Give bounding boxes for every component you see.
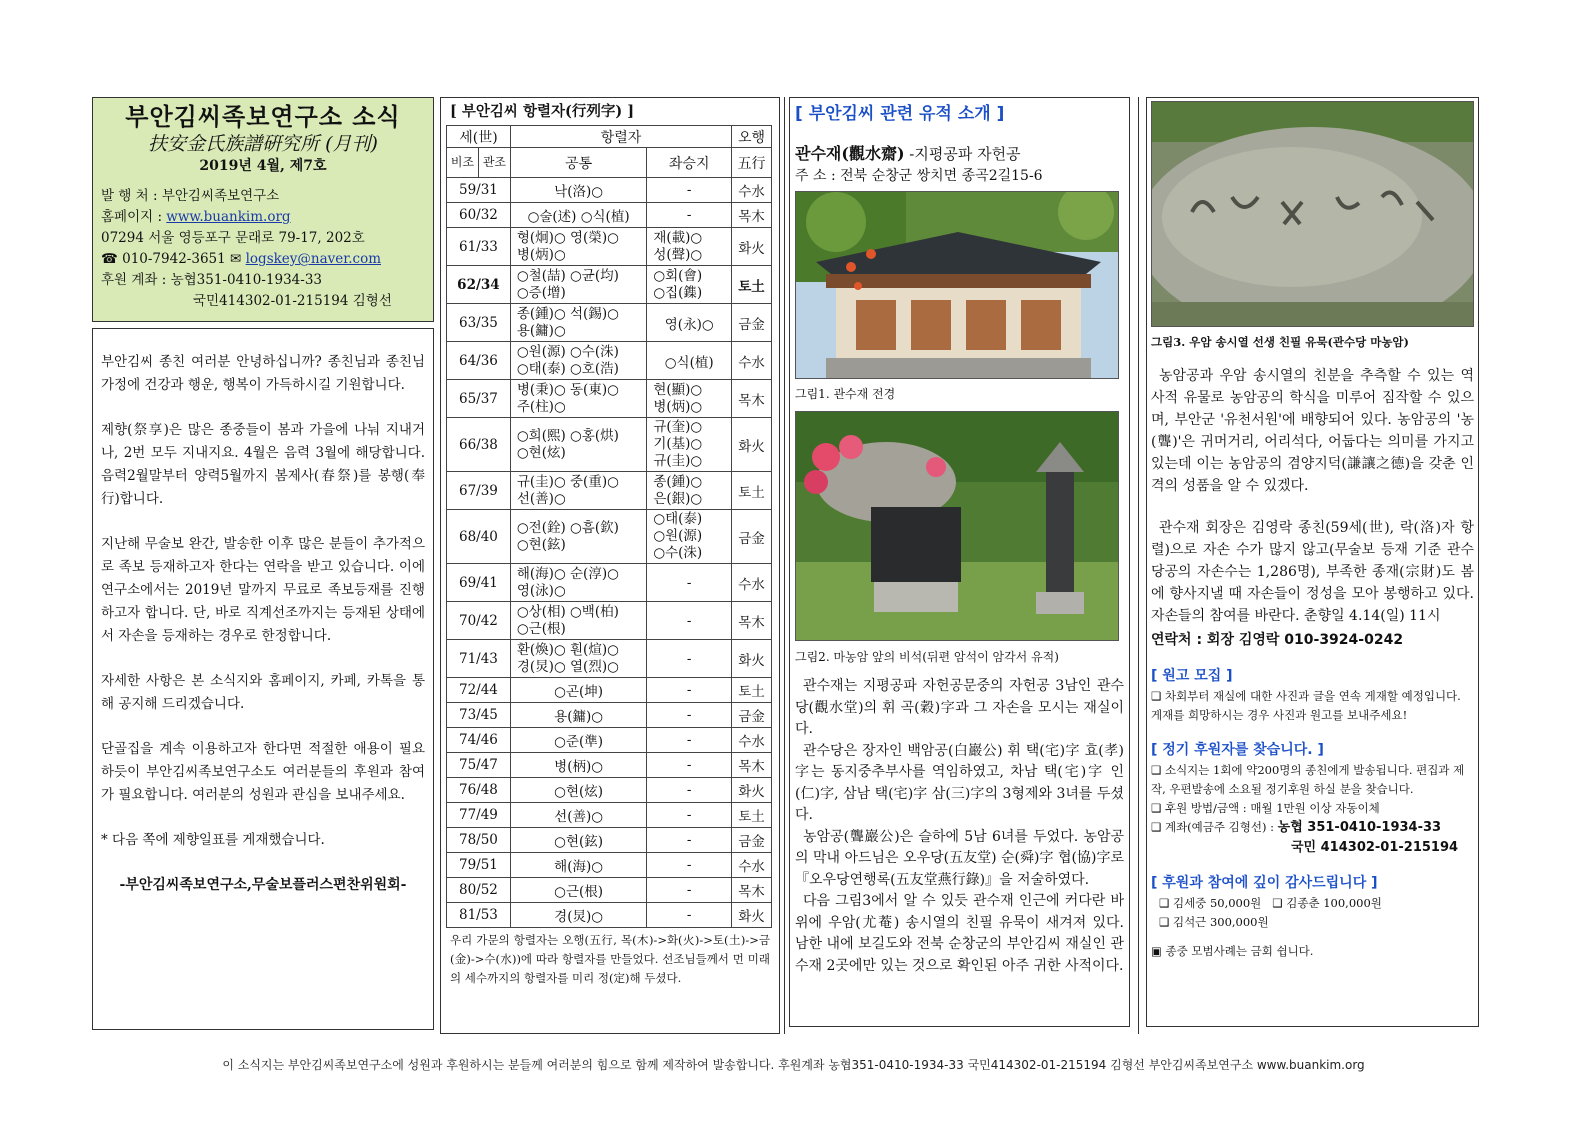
five-element: 수水 <box>732 853 772 878</box>
common-character: ○원(源) ○수(洙) ○태(泰) ○호(浩) <box>510 342 646 380</box>
heritage-paragraph: 관수당은 장자인 백암공(白巖公) 휘 택(宅)字 효(孝)字는 동지중추부사를 역임하였고, 차남 택(宅)字 인(仁)字, 삼남 택(宅)字 삼(三)字의 3형제와 3녀를 두셨다. <box>795 742 1124 823</box>
letter-paragraph: * 다음 쪽에 제향일표를 게재했습니다. <box>101 832 325 848</box>
thanks-title: [ 후원과 참여에 깊이 감사드립니다 ] <box>1151 875 1378 891</box>
jwaseungji-character: - <box>647 703 732 728</box>
common-character: ○현(鉉) <box>510 828 646 853</box>
generation-row <box>447 803 772 828</box>
donor-row <box>1151 894 1474 913</box>
common-character: ○전(銓) ○흠(欽) ○현(鉉) <box>510 510 646 564</box>
common-character: 환(煥)○ 훤(煊)○ 경(炅)○ 열(烈)○ <box>510 640 646 678</box>
generation-number: 61/33 <box>447 228 511 266</box>
five-element: 화火 <box>732 778 772 803</box>
jwaseungji-character: - <box>647 203 732 228</box>
email-link[interactable]: logskey@naver.com <box>245 251 382 267</box>
account-line: 후원 계좌 : 농협351-0410-1934-33 <box>101 272 323 288</box>
heritage-section <box>789 97 1130 1027</box>
jwaseungji-character: - <box>647 903 732 928</box>
photo-stele <box>795 411 1119 641</box>
jwaseungji-character: ○회(會) ○집(鏶) <box>647 266 732 304</box>
generation-row <box>447 602 772 640</box>
header-hangryeolja: 항렬자 <box>510 126 731 148</box>
common-character: ○근(根) <box>510 878 646 903</box>
caption-2: 그림2. 마농암 앞의 비석(뒤편 암석이 암각서 유적) <box>795 650 1059 664</box>
generation-row <box>447 640 772 678</box>
five-element: 수水 <box>732 178 772 203</box>
generation-section-title: [ 부안김씨 항렬자(行列字) ] <box>450 103 635 120</box>
letter-paragraph: 자세한 사항은 본 소식지와 홈페이지, 카페, 카톡을 통해 공지해 드리겠습니다. <box>101 673 425 712</box>
generation-row <box>447 728 772 753</box>
generation-number: 76/48 <box>447 778 511 803</box>
donor: ❑ 김종춘 100,000원 <box>1272 896 1382 910</box>
generation-row <box>447 203 772 228</box>
header-ohaeng: 오행 <box>732 126 772 148</box>
five-element: 목木 <box>732 878 772 903</box>
sponsor-item: ❑ 후원 방법/금액 : 매월 1만원 이상 자동이체 <box>1151 801 1380 815</box>
letter-paragraph: 지난해 무술보 완간, 발송한 이후 많은 분들이 추가적으로 족보 등재하고자 한다는 연락을 받고 있습니다. 이에 연구소에서는 2019년 말까지 무료로 족보등재를 진행하고자 합니다. 단, 바로 직계선조까지는 등재된 상태에서 자손을 등재하는 경우로 한정합니다. <box>101 536 425 644</box>
sponsor-item: ❑ 소식지는 1회에 약200명의 종친에게 발송됩니다. 편집과 제작, 우편발송에 소요될 정기후원 하실 분을 찾습니다. <box>1151 763 1465 796</box>
generation-row <box>447 903 772 928</box>
generation-number: 75/47 <box>447 753 511 778</box>
generation-row <box>447 778 772 803</box>
letter-paragraph: 부안김씨 종친 여러분 안녕하십니까? 종친님과 종친님 가정에 건강과 행운, 행복이 가득하시길 기원합니다. <box>101 354 425 393</box>
donor: ❑ 김세중 50,000원 <box>1159 896 1262 910</box>
common-character: ○상(相) ○백(柏) ○근(根) <box>510 602 646 640</box>
common-character: 해(海)○ 순(淳)○ 영(泳)○ <box>510 564 646 602</box>
right-paragraph: 관수재 회장은 김영락 종친(59세(世), 락(洛)자 항렬)으로 자손 수가 많지 않고(무술보 등재 기준 관수당공의 자손수는 1,286명), 부족한 종재(宗財)도 봄에 향사지낼 때 자손들이 정성을 모아 봉행하고 있다. 자손들의 참여를 바란다. 춘향일 4.14(일) 11시 <box>1151 520 1474 624</box>
homepage-link[interactable]: www.buankim.org <box>166 209 291 225</box>
generation-number: 72/44 <box>447 678 511 703</box>
right-body <box>1151 365 1474 627</box>
common-character: 규(圭)○ 중(重)○ 선(善)○ <box>510 472 646 510</box>
header-gwanjo: 관조 <box>478 148 510 178</box>
generation-number: 68/40 <box>447 510 511 564</box>
jwaseungji-character: - <box>647 602 732 640</box>
jwaseungji-character: ○태(泰) ○원(源) ○수(洙) <box>647 510 732 564</box>
thanks-note: ▣ 종중 모범사례는 금회 쉽니다. <box>1151 944 1314 958</box>
phone: ☎ 010-7942-3651 ✉ <box>101 251 246 267</box>
letter-paragraph: 단골집을 계속 이용하고자 한다면 적절한 애용이 필요하듯이 부안김씨족보연구소도 여러분들의 후원과 참여가 필요합니다. 여러분의 성원과 관심을 보내주세요. <box>101 741 425 803</box>
homepage-line <box>101 207 425 228</box>
generation-row <box>447 510 772 564</box>
generation-number: 80/52 <box>447 878 511 903</box>
header-ohaeng-hanja: 五行 <box>732 148 772 178</box>
header-jwaseungji: 좌승지 <box>647 148 732 178</box>
photo-shrine <box>795 191 1119 379</box>
shrine-image <box>796 192 1119 379</box>
generation-number: 77/49 <box>447 803 511 828</box>
common-character: ○희(熙) ○홍(烘) ○현(炫) <box>510 418 646 472</box>
common-character: ○술(述) ○식(植) <box>510 203 646 228</box>
common-character: 용(鏞)○ <box>510 703 646 728</box>
five-element: 토土 <box>732 472 772 510</box>
phone-email-line <box>101 249 425 270</box>
common-character: ○곤(坤) <box>510 678 646 703</box>
account-line-2: 국민414302-01-215194 김형선 <box>193 293 392 309</box>
generation-row <box>447 178 772 203</box>
heritage-body <box>795 676 1124 977</box>
common-character: ○현(炫) <box>510 778 646 803</box>
five-element: 목木 <box>732 203 772 228</box>
sponsor-account-1: 농협 351-0410-1934-33 <box>1277 820 1442 835</box>
generation-row <box>447 564 772 602</box>
jwaseungji-character: - <box>647 178 732 203</box>
newsletter-subtitle: 扶安金氏族譜硏究所 (月刊) <box>148 133 378 155</box>
common-character: ○준(準) <box>510 728 646 753</box>
sponsor-account-2: 국민 414302-01-215194 <box>1291 840 1459 855</box>
greeting-letter <box>92 328 434 1030</box>
common-character: 해(海)○ <box>510 853 646 878</box>
common-character: 병(秉)○ 동(東)○ 주(柱)○ <box>510 380 646 418</box>
generation-number: 73/45 <box>447 703 511 728</box>
generation-note: 우리 가문의 항렬자는 오행(五行, 목(木)->화(火)->토(土)->금(金)->수(水))에 따라 항렬자를 만들었다. 선조님들께서 먼 미래의 세수까지의 항렬자를 미리 정(定)해 두셨다. <box>450 933 770 985</box>
five-element: 화火 <box>732 903 772 928</box>
generation-table <box>446 125 772 928</box>
five-element: 수水 <box>732 564 772 602</box>
sponsor-title: [ 정기 후원자를 찾습니다. ] <box>1151 742 1324 758</box>
jwaseungji-character: 종(鍾)○ 은(銀)○ <box>647 472 732 510</box>
jwaseungji-character: 규(奎)○ 기(基)○ 규(圭)○ <box>647 418 732 472</box>
jwaseungji-character: - <box>647 728 732 753</box>
generation-row <box>447 878 772 903</box>
generation-row <box>447 304 772 342</box>
jwaseungji-character: 현(顯)○ 병(炳)○ <box>647 380 732 418</box>
jwaseungji-character: - <box>647 828 732 853</box>
generation-number: 66/38 <box>447 418 511 472</box>
generation-number: 78/50 <box>447 828 511 853</box>
generation-number: 67/39 <box>447 472 511 510</box>
five-element: 화火 <box>732 640 772 678</box>
five-element: 목木 <box>732 753 772 778</box>
site-address: 주 소 : 전북 순창군 쌍치면 종곡2길15-6 <box>795 168 1043 184</box>
five-element: 금金 <box>732 510 772 564</box>
common-character: 선(善)○ <box>510 803 646 828</box>
five-element: 목木 <box>732 602 772 640</box>
right-paragraph: 농암공과 우암 송시열의 친분을 추측할 수 있는 역사적 유물로 농암공의 학식을 미루어 짐작할 수 있으며, 부안군 '유천서원'에 배향되어 있다. 농암공의 '농(聾)'은 귀머거리, 어리석다, 어둡다는 의미를 가지고 있는데 이는 농암공의 겸양지덕(謙讓之德)을 갖춘 인격의 성품을 알 수 있겠다. <box>1151 368 1474 494</box>
generation-number: 81/53 <box>447 903 511 928</box>
jwaseungji-character: - <box>647 640 732 678</box>
five-element: 금金 <box>732 703 772 728</box>
heritage-section-title: [ 부안김씨 관련 유적 소개 ] <box>795 104 1005 124</box>
letter-signature: -부안김씨족보연구소,무술보플러스편찬위원회- <box>119 877 407 893</box>
five-element: 화火 <box>732 228 772 266</box>
sponsor-item: ❑ 계좌(예금주 김형선) : <box>1151 820 1278 834</box>
five-element: 토土 <box>732 803 772 828</box>
address: 07294 서울 영등포구 문래로 79-17, 202호 <box>101 230 365 246</box>
homepage-label: 홈페이지 : <box>101 209 167 225</box>
generation-number: 74/46 <box>447 728 511 753</box>
five-element: 금金 <box>732 828 772 853</box>
contact-info: 연락처 : 회장 김영락 010-3924-0242 <box>1151 632 1404 648</box>
sponsor-account-line <box>1151 818 1474 838</box>
issue-date: 2019년 4월, 제7호 <box>199 158 327 174</box>
column-divider <box>1138 97 1139 1034</box>
five-element: 토土 <box>732 678 772 703</box>
generation-row <box>447 472 772 510</box>
generation-number: 59/31 <box>447 178 511 203</box>
site-branch: -지평공파 자헌공 <box>904 145 1021 163</box>
generation-section <box>440 97 780 1034</box>
generation-number: 71/43 <box>447 640 511 678</box>
generation-row <box>447 418 772 472</box>
jwaseungji-character: - <box>647 878 732 903</box>
stele-image <box>796 412 1119 641</box>
five-element: 목木 <box>732 380 772 418</box>
photo-rock-inscription <box>1151 101 1474 327</box>
letter-paragraph: 제향(祭享)은 많은 종중들이 봄과 가을에 나눠 지내거나, 2번 모두 지내지요. 4월은 음력 3월에 해당합니다. 음력2월말부터 양력5월까지 봄제사(春祭)를 봉행(奉行)합니다. <box>101 422 425 507</box>
header-sese: 세(世) <box>447 126 511 148</box>
five-element: 토土 <box>732 266 772 304</box>
right-column <box>1146 97 1479 1027</box>
site-name: 관수재(觀水齋) <box>795 144 905 163</box>
heritage-paragraph: 농암공(聾巖公)은 슬하에 5남 6녀를 두었다. 농암공의 막내 아드님은 오우당(五友堂) 순(舜)字 협(協)字로 『오우당연행록(五友堂燕行錄)』을 저술하였다. <box>795 828 1124 888</box>
generation-number: 65/37 <box>447 380 511 418</box>
common-character: ○철(喆) ○균(均) ○증(增) <box>510 266 646 304</box>
heritage-paragraph: 다음 그림3에서 알 수 있듯 관수재 인근에 커다란 바위에 우암(尤菴) 송시열의 친필 유묵이 새겨져 있다. 남한 내에 보길도와 전북 순창군의 부안김씨 재실인 관수재 2곳에만 있는 것으로 확인된 아주 귀한 사적이다. <box>795 893 1124 974</box>
jwaseungji-character: 영(永)○ <box>647 304 732 342</box>
generation-row <box>447 853 772 878</box>
site-name-line <box>795 143 1124 165</box>
heritage-paragraph: 관수재는 지평공파 자헌공문중의 자헌공 3남인 관수당(觀水堂)의 휘 곡(穀)字과 그 자손을 모시는 재실이다. <box>795 678 1124 737</box>
rock-inscription-image <box>1152 102 1474 327</box>
common-character: 병(柄)○ <box>510 753 646 778</box>
generation-number: 64/36 <box>447 342 511 380</box>
jwaseungji-character: - <box>647 803 732 828</box>
generation-number: 60/32 <box>447 203 511 228</box>
recruit-title: [ 원고 모집 ] <box>1151 668 1233 684</box>
recruit-text: ❑ 차회부터 재실에 대한 사진과 글을 연속 게재할 예정입니다. 게재를 희망하시는 경우 사진과 원고를 보내주세요! <box>1151 689 1461 722</box>
generation-number: 62/34 <box>447 266 511 304</box>
caption-3: 그림3. 우암 송시열 선생 친필 유묵(관수당 마농암) <box>1151 335 1409 349</box>
common-character: 형(炯)○ 영(榮)○ 병(炳)○ <box>510 228 646 266</box>
five-element: 수水 <box>732 728 772 753</box>
donor: ❑ 김석근 300,000원 <box>1159 915 1269 929</box>
generation-table-body <box>447 178 772 928</box>
jwaseungji-character: - <box>647 853 732 878</box>
header-bijo: 비조 <box>447 148 479 178</box>
generation-row <box>447 266 772 304</box>
jwaseungji-character: - <box>647 778 732 803</box>
generation-row <box>447 380 772 418</box>
generation-row <box>447 703 772 728</box>
common-character: 경(炅)○ <box>510 903 646 928</box>
five-element: 화火 <box>732 418 772 472</box>
generation-number: 63/35 <box>447 304 511 342</box>
five-element: 금金 <box>732 304 772 342</box>
footer: 이 소식지는 부안김씨족보연구소에 성원과 후원하시는 분들께 여러분의 힘으로 함께 제작하여 발송합니다. 후원계좌 농협351-0410-1934-33 국민414302-01-215194 김형선 부안김씨족보연구소 www.buankim.org <box>222 1058 1365 1072</box>
jwaseungji-character: ○식(植) <box>647 342 732 380</box>
generation-number: 70/42 <box>447 602 511 640</box>
jwaseungji-character: - <box>647 753 732 778</box>
common-character: 종(鍾)○ 석(錫)○ 용(鏞)○ <box>510 304 646 342</box>
generation-number: 69/41 <box>447 564 511 602</box>
generation-row <box>447 228 772 266</box>
publisher: 발 행 처 : 부안김씨족보연구소 <box>101 188 280 204</box>
generation-number: 79/51 <box>447 853 511 878</box>
jwaseungji-character: 재(載)○ 성(聲)○ <box>647 228 732 266</box>
common-character: 낙(洛)○ <box>510 178 646 203</box>
generation-row <box>447 342 772 380</box>
jwaseungji-character: - <box>647 678 732 703</box>
masthead <box>92 97 434 322</box>
column-divider <box>784 97 785 1034</box>
five-element: 수水 <box>732 342 772 380</box>
generation-row <box>447 678 772 703</box>
header-gongtong: 공통 <box>510 148 646 178</box>
caption-1: 그림1. 관수재 전경 <box>795 387 896 401</box>
newsletter-title: 부안김씨족보연구소 소식 <box>125 103 401 131</box>
jwaseungji-character: - <box>647 564 732 602</box>
generation-row <box>447 753 772 778</box>
generation-row <box>447 828 772 853</box>
